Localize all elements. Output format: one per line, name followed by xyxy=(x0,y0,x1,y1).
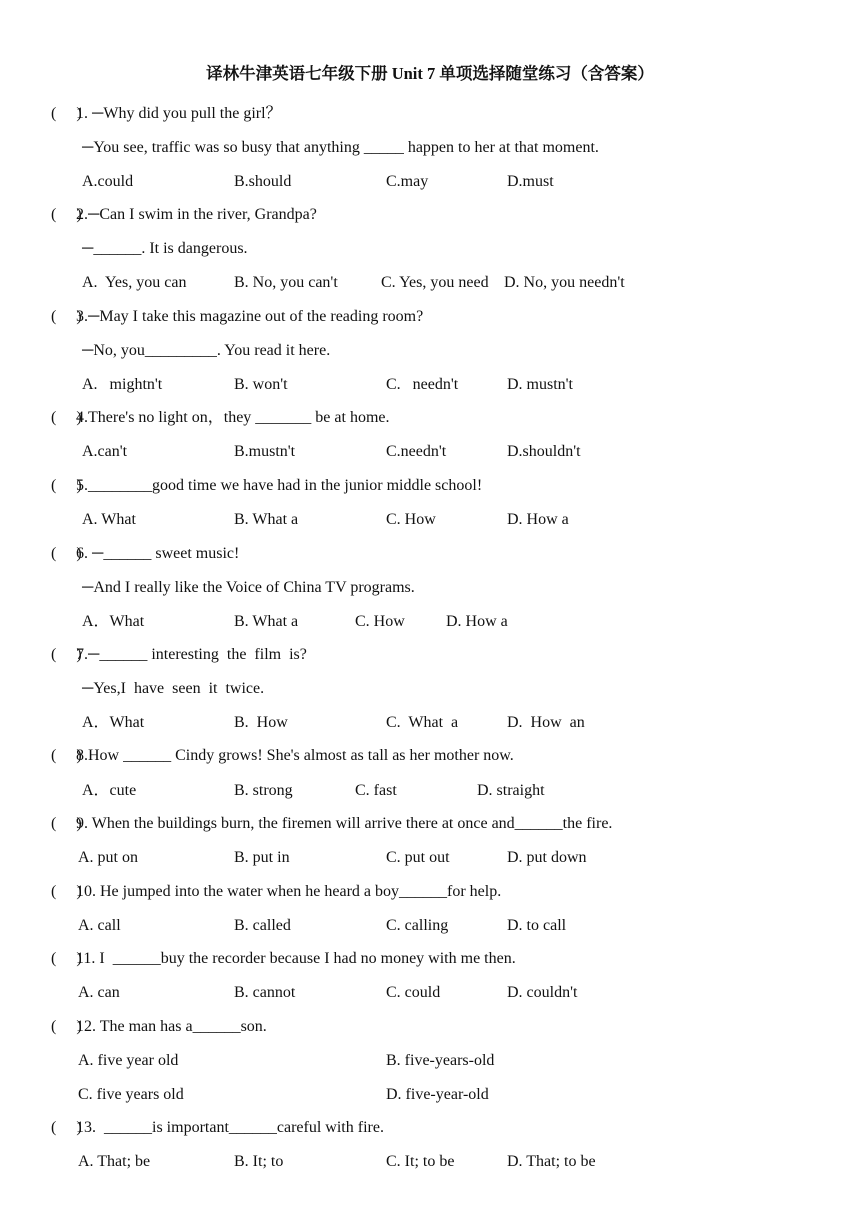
question-stem: 1. ─Why did you pull the girl？ xyxy=(76,105,282,122)
answer-option: D. How a xyxy=(446,613,508,630)
answer-option: C. It; to be xyxy=(386,1153,455,1170)
question-response: ─And I really like the Voice of China TV programs. xyxy=(82,579,415,596)
answer-option: B. What a xyxy=(234,613,299,630)
answer-option: D. five-year-old xyxy=(386,1086,489,1103)
question-response: ─Yes,I have seen it twice. xyxy=(82,680,265,697)
question-stem: 6. ─______ sweet music! xyxy=(76,545,240,562)
answer-blank: ( ) xyxy=(51,409,82,426)
question-stem: 13. ______is important______careful with fire. xyxy=(76,1119,384,1136)
answer-option: C. fast xyxy=(355,782,397,799)
question-response: ─______. It is dangerous. xyxy=(82,240,248,257)
answer-option: B. cannot xyxy=(234,984,296,1001)
answer-option: A.could xyxy=(82,173,134,190)
answer-option: D.must xyxy=(507,173,554,190)
answer-option: D. How an xyxy=(507,714,585,731)
question-response: ─You see, traffic was so busy that anything _____ happen to her at that moment. xyxy=(82,139,599,156)
question-stem: 11. I ______buy the recorder because I had no money with me then. xyxy=(76,950,516,967)
answer-option: A．cute xyxy=(82,782,137,799)
answer-option: C.needn't xyxy=(386,443,447,460)
page-title: 译林牛津英语七年级下册 Unit 7 单项选择随堂练习（含答案） xyxy=(206,64,654,83)
answer-option: B. won't xyxy=(234,376,288,393)
question-stem: 9. When the buildings burn, the firemen will arrive there at once and______the fire. xyxy=(76,815,613,832)
question-stem: 4.There's no light on，they _______ be at home. xyxy=(76,409,390,426)
answer-blank: ( ) xyxy=(51,545,82,562)
answer-option: C. How xyxy=(355,613,405,630)
answer-option: B. strong xyxy=(234,782,293,799)
answer-option: A. mightn't xyxy=(82,376,163,393)
answer-option: A. can xyxy=(78,984,120,1001)
answer-option: A．What xyxy=(82,613,145,630)
answer-option: C. How xyxy=(386,511,436,528)
answer-option: C.may xyxy=(386,173,429,190)
answer-blank: ( ) xyxy=(51,308,82,325)
question-stem: 12. The man has a______son. xyxy=(76,1018,267,1035)
answer-option: A. five year old xyxy=(78,1052,179,1069)
answer-option: C. Yes, you need xyxy=(381,274,489,291)
answer-option: D. mustn't xyxy=(507,376,573,393)
answer-option: B. put in xyxy=(234,849,290,866)
answer-option: B. five-years-old xyxy=(386,1052,495,1069)
answer-blank: ( ) xyxy=(51,815,82,832)
answer-option: A. Yes, you can xyxy=(82,274,187,291)
answer-option: D.shouldn't xyxy=(507,443,581,460)
answer-option: B.should xyxy=(234,173,292,190)
answer-option: C. calling xyxy=(386,917,449,934)
answer-option: D. couldn't xyxy=(507,984,578,1001)
answer-blank: ( ) xyxy=(51,1018,82,1035)
question-stem: 3.─May I take this magazine out of the reading room? xyxy=(76,308,424,325)
answer-option: D. to call xyxy=(507,917,567,934)
question-stem: 2.─Can I swim in the river, Grandpa? xyxy=(76,206,317,223)
answer-option: B. What a xyxy=(234,511,299,528)
answer-option: C. put out xyxy=(386,849,450,866)
answer-blank: ( ) xyxy=(51,950,82,967)
question-response: ─No, you_________. You read it here. xyxy=(82,342,331,359)
question-stem: 5.________good time we have had in the junior middle school! xyxy=(76,477,483,494)
answer-option: C. five years old xyxy=(78,1086,184,1103)
answer-option: B. No, you can't xyxy=(234,274,338,291)
question-stem: 7.─______ interesting the film is? xyxy=(76,646,307,663)
question-stem: 8.How ______ Cindy grows! She's almost as tall as her mother now. xyxy=(76,747,514,764)
answer-option: A. That; be xyxy=(78,1153,151,1170)
answer-option: D. put down xyxy=(507,849,587,866)
answer-blank: ( ) xyxy=(51,105,82,122)
answer-option: B. How xyxy=(234,714,288,731)
answer-option: C. could xyxy=(386,984,441,1001)
answer-option: B. It; to xyxy=(234,1153,284,1170)
answer-option: A.can't xyxy=(82,443,128,460)
answer-option: D. straight xyxy=(477,782,545,799)
answer-option: A. call xyxy=(78,917,121,934)
answer-option: D. How a xyxy=(507,511,569,528)
answer-option: A. What xyxy=(82,511,136,528)
answer-option: C. What a xyxy=(386,714,459,731)
answer-option: B.mustn't xyxy=(234,443,296,460)
answer-blank: ( ) xyxy=(51,747,82,764)
answer-option: B. called xyxy=(234,917,291,934)
answer-blank: ( ) xyxy=(51,477,82,494)
question-stem: 10. He jumped into the water when he heard a boy______for help. xyxy=(76,883,502,900)
answer-option: D. No, you needn't xyxy=(504,274,625,291)
answer-option: A．What xyxy=(82,714,145,731)
answer-blank: ( ) xyxy=(51,646,82,663)
answer-option: C. needn't xyxy=(386,376,459,393)
answer-option: A. put on xyxy=(78,849,138,866)
answer-blank: ( ) xyxy=(51,1119,82,1136)
answer-blank: ( ) xyxy=(51,206,82,223)
answer-blank: ( ) xyxy=(51,883,82,900)
answer-option: D. That; to be xyxy=(507,1153,596,1170)
